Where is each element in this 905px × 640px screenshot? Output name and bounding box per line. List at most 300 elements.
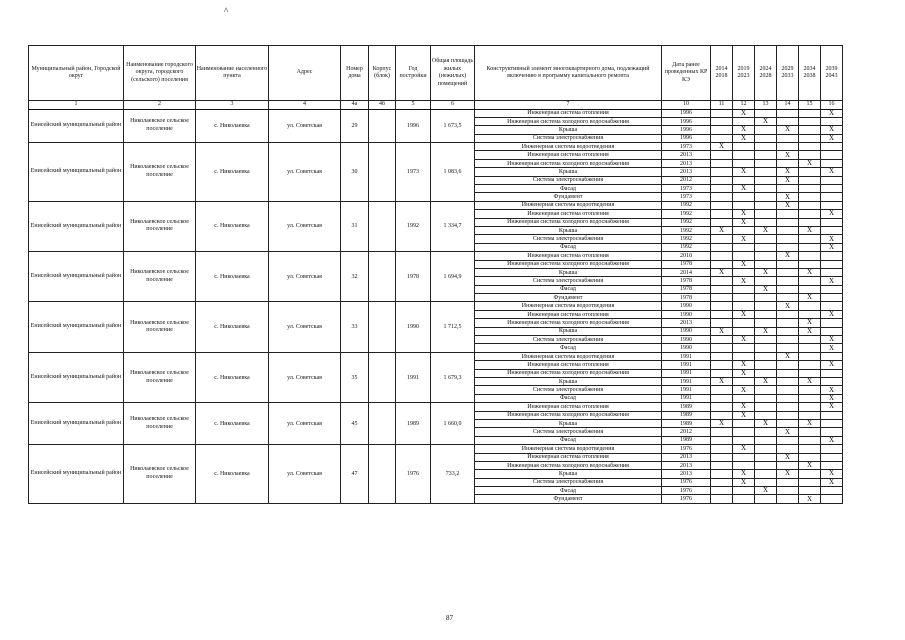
period-mark-cell: [711, 243, 733, 251]
table-row: [29, 252, 843, 260]
district-cell: Енисейский муниципальный район: [29, 403, 124, 445]
column-header: 2029 2033: [777, 46, 799, 101]
repair-date-cell: 1991: [662, 352, 711, 360]
period-mark-cell: [755, 235, 777, 243]
element-name-cell: Крыша: [475, 168, 662, 176]
repair-date-cell: 1989: [662, 419, 711, 427]
period-mark-cell: X: [711, 226, 733, 234]
period-mark-cell: [799, 185, 821, 193]
period-mark-cell: X: [711, 143, 733, 151]
period-mark-cell: [733, 378, 755, 386]
period-mark-cell: X: [821, 386, 843, 394]
period-mark-cell: [755, 294, 777, 302]
period-mark-cell: [821, 369, 843, 377]
repair-date-cell: 1976: [662, 445, 711, 453]
period-mark-cell: [799, 478, 821, 486]
period-mark-cell: [799, 143, 821, 151]
build-year-cell: 1978: [396, 252, 431, 302]
period-mark-cell: [733, 294, 755, 302]
settlement-cell: Николаевское сельское поселение: [124, 252, 196, 302]
street-cell: ул. Советская: [269, 352, 341, 402]
period-mark-cell: X: [733, 411, 755, 419]
element-name-cell: Система электроснабжения: [475, 134, 662, 142]
period-mark-cell: [755, 201, 777, 209]
period-mark-cell: X: [799, 378, 821, 386]
repair-date-cell: 1996: [662, 109, 711, 117]
element-name-cell: Крыша: [475, 226, 662, 234]
element-name-cell: Инженерная система холодного водоснабжения: [475, 461, 662, 469]
repair-date-cell: 1990: [662, 336, 711, 344]
period-mark-cell: [777, 361, 799, 369]
period-mark-cell: [777, 319, 799, 327]
period-mark-cell: [799, 344, 821, 352]
period-mark-cell: X: [799, 495, 821, 503]
column-number: 15: [799, 101, 821, 110]
repair-date-cell: 1996: [662, 134, 711, 142]
period-mark-cell: [755, 243, 777, 251]
period-mark-cell: [777, 419, 799, 427]
period-mark-cell: X: [733, 109, 755, 117]
period-mark-cell: [821, 302, 843, 310]
column-header: Общая площадь жилых (нежилых) помещений: [431, 46, 475, 101]
capital-repair-table: [28, 45, 843, 504]
column-number: 2: [124, 101, 196, 110]
column-header: Конструктивный элемент многоквартирного дома, подлежащий включению в программу капитального ремонта: [475, 46, 662, 101]
period-mark-cell: [821, 218, 843, 226]
area-cell: 733,2: [431, 445, 475, 504]
period-mark-cell: [755, 461, 777, 469]
period-mark-cell: [777, 310, 799, 318]
district-cell: Енисейский муниципальный район: [29, 201, 124, 251]
repair-date-cell: 1992: [662, 235, 711, 243]
block-cell: [369, 403, 396, 445]
period-mark-cell: [799, 126, 821, 134]
repair-date-cell: 2012: [662, 176, 711, 184]
element-name-cell: Инженерная система отопления: [475, 109, 662, 117]
period-mark-cell: [755, 218, 777, 226]
period-mark-cell: [821, 159, 843, 167]
element-name-cell: Фундамент: [475, 495, 662, 503]
repair-date-cell: 1973: [662, 185, 711, 193]
street-cell: ул. Советская: [269, 445, 341, 504]
table-row: [29, 109, 843, 117]
period-mark-cell: X: [821, 361, 843, 369]
period-mark-cell: [821, 461, 843, 469]
build-year-cell: 1992: [396, 201, 431, 251]
repair-date-cell: 1992: [662, 201, 711, 209]
period-mark-cell: [755, 403, 777, 411]
period-mark-cell: [777, 134, 799, 142]
period-mark-cell: X: [755, 285, 777, 293]
period-mark-cell: X: [733, 403, 755, 411]
period-mark-cell: X: [733, 218, 755, 226]
period-mark-cell: X: [821, 344, 843, 352]
column-number: 13: [755, 101, 777, 110]
period-mark-cell: X: [821, 336, 843, 344]
period-mark-cell: [711, 218, 733, 226]
period-mark-cell: [799, 218, 821, 226]
column-header: 2039 2043: [821, 46, 843, 101]
element-name-cell: Инженерная система водоотведения: [475, 302, 662, 310]
locality-cell: с. Николаевка: [196, 252, 269, 302]
period-mark-cell: [777, 117, 799, 125]
period-mark-cell: X: [821, 470, 843, 478]
repair-date-cell: 1990: [662, 302, 711, 310]
period-mark-cell: [799, 445, 821, 453]
period-mark-cell: X: [733, 168, 755, 176]
element-name-cell: Инженерная система холодного водоснабжения: [475, 319, 662, 327]
period-mark-cell: X: [777, 201, 799, 209]
period-mark-cell: [711, 495, 733, 503]
period-mark-cell: [711, 126, 733, 134]
period-mark-cell: X: [755, 419, 777, 427]
period-mark-cell: [799, 361, 821, 369]
period-mark-cell: [733, 495, 755, 503]
street-cell: ул. Советская: [269, 143, 341, 202]
period-mark-cell: [711, 428, 733, 436]
period-mark-cell: [733, 327, 755, 335]
element-name-cell: Фундамент: [475, 193, 662, 201]
period-mark-cell: X: [755, 268, 777, 276]
repair-date-cell: 2012: [662, 428, 711, 436]
house-number-cell: 29: [341, 109, 369, 143]
repair-date-cell: 2014: [662, 268, 711, 276]
period-mark-cell: X: [799, 461, 821, 469]
table-row: [29, 143, 843, 151]
period-mark-cell: [777, 218, 799, 226]
settlement-cell: Николаевское сельское поселение: [124, 445, 196, 504]
period-mark-cell: [799, 243, 821, 251]
period-mark-cell: [755, 445, 777, 453]
period-mark-cell: [777, 226, 799, 234]
element-name-cell: Инженерная система холодного водоснабжения: [475, 411, 662, 419]
period-mark-cell: X: [733, 210, 755, 218]
period-mark-cell: [777, 386, 799, 394]
district-cell: Енисейский муниципальный район: [29, 109, 124, 143]
period-mark-cell: [755, 210, 777, 218]
period-mark-cell: [799, 352, 821, 360]
period-mark-cell: X: [733, 336, 755, 344]
period-mark-cell: X: [733, 386, 755, 394]
column-header: Номер дома: [341, 46, 369, 101]
table-row: [29, 445, 843, 453]
period-mark-cell: [711, 151, 733, 159]
period-mark-cell: [711, 470, 733, 478]
element-name-cell: Крыша: [475, 419, 662, 427]
block-cell: [369, 352, 396, 402]
column-number: 16: [821, 101, 843, 110]
period-mark-cell: X: [777, 151, 799, 159]
period-mark-cell: [711, 487, 733, 495]
repair-date-cell: 1996: [662, 117, 711, 125]
period-mark-cell: X: [711, 378, 733, 386]
column-header: 2019 2023: [733, 46, 755, 101]
element-name-cell: Фасад: [475, 344, 662, 352]
period-mark-cell: X: [733, 185, 755, 193]
period-mark-cell: [711, 394, 733, 402]
street-cell: ул. Советская: [269, 252, 341, 302]
period-mark-cell: [755, 185, 777, 193]
repair-date-cell: 1973: [662, 143, 711, 151]
period-mark-cell: [755, 134, 777, 142]
period-mark-cell: [821, 193, 843, 201]
period-mark-cell: [821, 285, 843, 293]
period-mark-cell: [711, 285, 733, 293]
element-name-cell: Крыша: [475, 268, 662, 276]
period-mark-cell: X: [821, 277, 843, 285]
element-name-cell: Крыша: [475, 126, 662, 134]
period-mark-cell: [777, 436, 799, 444]
period-mark-cell: [733, 461, 755, 469]
column-header: Адрес: [269, 46, 341, 101]
block-cell: [369, 143, 396, 202]
period-mark-cell: [799, 411, 821, 419]
period-mark-cell: X: [821, 243, 843, 251]
element-name-cell: Фасад: [475, 285, 662, 293]
period-mark-cell: [755, 453, 777, 461]
repair-date-cell: 1991: [662, 394, 711, 402]
period-mark-cell: [711, 436, 733, 444]
period-mark-cell: [777, 243, 799, 251]
period-mark-cell: X: [799, 419, 821, 427]
repair-date-cell: 2013: [662, 461, 711, 469]
period-mark-cell: [711, 352, 733, 360]
period-mark-cell: X: [777, 428, 799, 436]
period-mark-cell: [799, 403, 821, 411]
header-row: [29, 46, 843, 101]
period-mark-cell: [755, 159, 777, 167]
period-mark-cell: [711, 369, 733, 377]
period-mark-cell: X: [821, 310, 843, 318]
period-mark-cell: [733, 226, 755, 234]
repair-date-cell: 1992: [662, 210, 711, 218]
column-header: Наименование населенного пункта: [196, 46, 269, 101]
period-mark-cell: [733, 428, 755, 436]
period-mark-cell: [755, 151, 777, 159]
period-mark-cell: X: [733, 310, 755, 318]
element-name-cell: Инженерная система отопления: [475, 361, 662, 369]
area-cell: 1 083,6: [431, 143, 475, 202]
period-mark-cell: X: [755, 327, 777, 335]
period-mark-cell: X: [711, 419, 733, 427]
period-mark-cell: X: [777, 352, 799, 360]
period-mark-cell: [777, 411, 799, 419]
period-mark-cell: [711, 310, 733, 318]
period-mark-cell: [799, 310, 821, 318]
period-mark-cell: [755, 252, 777, 260]
block-cell: [369, 302, 396, 352]
repair-date-cell: 2013: [662, 470, 711, 478]
element-name-cell: Инженерная система отопления: [475, 310, 662, 318]
area-cell: 1 660,0: [431, 403, 475, 445]
period-mark-cell: [755, 310, 777, 318]
column-header: Наименование городского округа, городского (сельского) поселения: [124, 46, 196, 101]
period-mark-cell: [799, 369, 821, 377]
column-number: 4: [269, 101, 341, 110]
period-mark-cell: [799, 235, 821, 243]
period-mark-cell: [821, 260, 843, 268]
period-mark-cell: [711, 478, 733, 486]
repair-date-cell: 2013: [662, 159, 711, 167]
repair-date-cell: 1991: [662, 369, 711, 377]
period-mark-cell: X: [777, 453, 799, 461]
period-mark-cell: [733, 243, 755, 251]
element-name-cell: Инженерная система отопления: [475, 252, 662, 260]
build-year-cell: 1990: [396, 302, 431, 352]
period-mark-cell: X: [733, 134, 755, 142]
repair-date-cell: 1976: [662, 487, 711, 495]
period-mark-cell: [755, 369, 777, 377]
period-mark-cell: [733, 302, 755, 310]
period-mark-cell: [755, 168, 777, 176]
settlement-cell: Николаевское сельское поселение: [124, 109, 196, 143]
repair-date-cell: 1978: [662, 277, 711, 285]
build-year-cell: 1989: [396, 403, 431, 445]
repair-date-cell: 1990: [662, 327, 711, 335]
build-year-cell: 1976: [396, 445, 431, 504]
district-cell: Енисейский муниципальный район: [29, 252, 124, 302]
column-number: 1: [29, 101, 124, 110]
period-mark-cell: [799, 260, 821, 268]
period-mark-cell: X: [777, 193, 799, 201]
period-mark-cell: [821, 143, 843, 151]
period-mark-cell: [799, 470, 821, 478]
column-header: 2024 2028: [755, 46, 777, 101]
element-name-cell: Крыша: [475, 470, 662, 478]
period-mark-cell: [755, 386, 777, 394]
block-cell: [369, 252, 396, 302]
element-name-cell: Инженерная система водоотведения: [475, 201, 662, 209]
period-mark-cell: [777, 268, 799, 276]
period-mark-cell: [777, 159, 799, 167]
period-mark-cell: [755, 193, 777, 201]
period-mark-cell: [711, 461, 733, 469]
repair-date-cell: 1992: [662, 226, 711, 234]
street-cell: ул. Советская: [269, 302, 341, 352]
period-mark-cell: [733, 193, 755, 201]
period-mark-cell: X: [755, 378, 777, 386]
period-mark-cell: X: [733, 445, 755, 453]
period-mark-cell: [777, 445, 799, 453]
settlement-cell: Николаевское сельское поселение: [124, 403, 196, 445]
column-number: 5: [396, 101, 431, 110]
period-mark-cell: [711, 260, 733, 268]
period-mark-cell: X: [799, 294, 821, 302]
column-header: 2034 2038: [799, 46, 821, 101]
period-mark-cell: [777, 478, 799, 486]
district-cell: Енисейский муниципальный район: [29, 445, 124, 504]
column-number: 4б: [369, 101, 396, 110]
column-header: Муниципальный район, Городской округ: [29, 46, 124, 101]
period-mark-cell: [711, 344, 733, 352]
element-name-cell: Инженерная система водоотведения: [475, 143, 662, 151]
period-mark-cell: X: [821, 210, 843, 218]
period-mark-cell: [799, 176, 821, 184]
period-mark-cell: [755, 143, 777, 151]
period-mark-cell: [733, 419, 755, 427]
period-mark-cell: [821, 226, 843, 234]
period-mark-cell: X: [733, 361, 755, 369]
period-mark-cell: [777, 260, 799, 268]
table-body: [29, 109, 843, 503]
build-year-cell: 1996: [396, 109, 431, 143]
element-name-cell: Инженерная система холодного водоснабжения: [475, 159, 662, 167]
period-mark-cell: [777, 235, 799, 243]
period-mark-cell: [777, 394, 799, 402]
period-mark-cell: [821, 176, 843, 184]
repair-date-cell: 1991: [662, 378, 711, 386]
period-mark-cell: [733, 285, 755, 293]
district-cell: Енисейский муниципальный район: [29, 352, 124, 402]
period-mark-cell: [755, 428, 777, 436]
period-mark-cell: [777, 285, 799, 293]
period-mark-cell: [711, 117, 733, 125]
period-mark-cell: X: [733, 277, 755, 285]
period-mark-cell: [821, 117, 843, 125]
period-mark-cell: [821, 453, 843, 461]
period-mark-cell: [821, 487, 843, 495]
period-mark-cell: [821, 352, 843, 360]
period-mark-cell: [821, 445, 843, 453]
locality-cell: с. Николаевка: [196, 109, 269, 143]
period-mark-cell: [733, 394, 755, 402]
period-mark-cell: [777, 327, 799, 335]
period-mark-cell: [777, 403, 799, 411]
area-cell: 1 679,3: [431, 352, 475, 402]
period-mark-cell: [755, 411, 777, 419]
period-mark-cell: [755, 394, 777, 402]
settlement-cell: Николаевское сельское поселение: [124, 352, 196, 402]
period-mark-cell: X: [755, 117, 777, 125]
column-number: 6: [431, 101, 475, 110]
repair-date-cell: 1991: [662, 361, 711, 369]
repair-date-cell: 1991: [662, 386, 711, 394]
repair-date-cell: 1992: [662, 218, 711, 226]
period-mark-cell: [711, 386, 733, 394]
element-name-cell: Фасад: [475, 436, 662, 444]
period-mark-cell: [799, 436, 821, 444]
element-name-cell: Система электроснабжения: [475, 478, 662, 486]
period-mark-cell: [733, 117, 755, 125]
element-name-cell: Система электроснабжения: [475, 277, 662, 285]
period-mark-cell: [733, 436, 755, 444]
period-mark-cell: [777, 378, 799, 386]
period-mark-cell: [777, 487, 799, 495]
period-mark-cell: [733, 176, 755, 184]
period-mark-cell: [755, 361, 777, 369]
period-mark-cell: [755, 176, 777, 184]
period-mark-cell: X: [711, 268, 733, 276]
area-cell: 1 712,5: [431, 302, 475, 352]
repair-date-cell: 1978: [662, 294, 711, 302]
column-header: Дата ранее проведенных КР КЭ: [662, 46, 711, 101]
period-mark-cell: [777, 143, 799, 151]
repair-date-cell: 1990: [662, 310, 711, 318]
element-name-cell: Фасад: [475, 394, 662, 402]
element-name-cell: Инженерная система холодного водоснабжения: [475, 260, 662, 268]
caret-mark: ^: [224, 6, 229, 16]
column-header: Корпус (блок): [369, 46, 396, 101]
period-mark-cell: [777, 210, 799, 218]
column-number: 4а: [341, 101, 369, 110]
area-cell: 1 694,9: [431, 252, 475, 302]
period-mark-cell: [755, 319, 777, 327]
period-mark-cell: [777, 336, 799, 344]
period-mark-cell: [799, 193, 821, 201]
column-number: 10: [662, 101, 711, 110]
period-mark-cell: X: [733, 235, 755, 243]
street-cell: ул. Советская: [269, 403, 341, 445]
